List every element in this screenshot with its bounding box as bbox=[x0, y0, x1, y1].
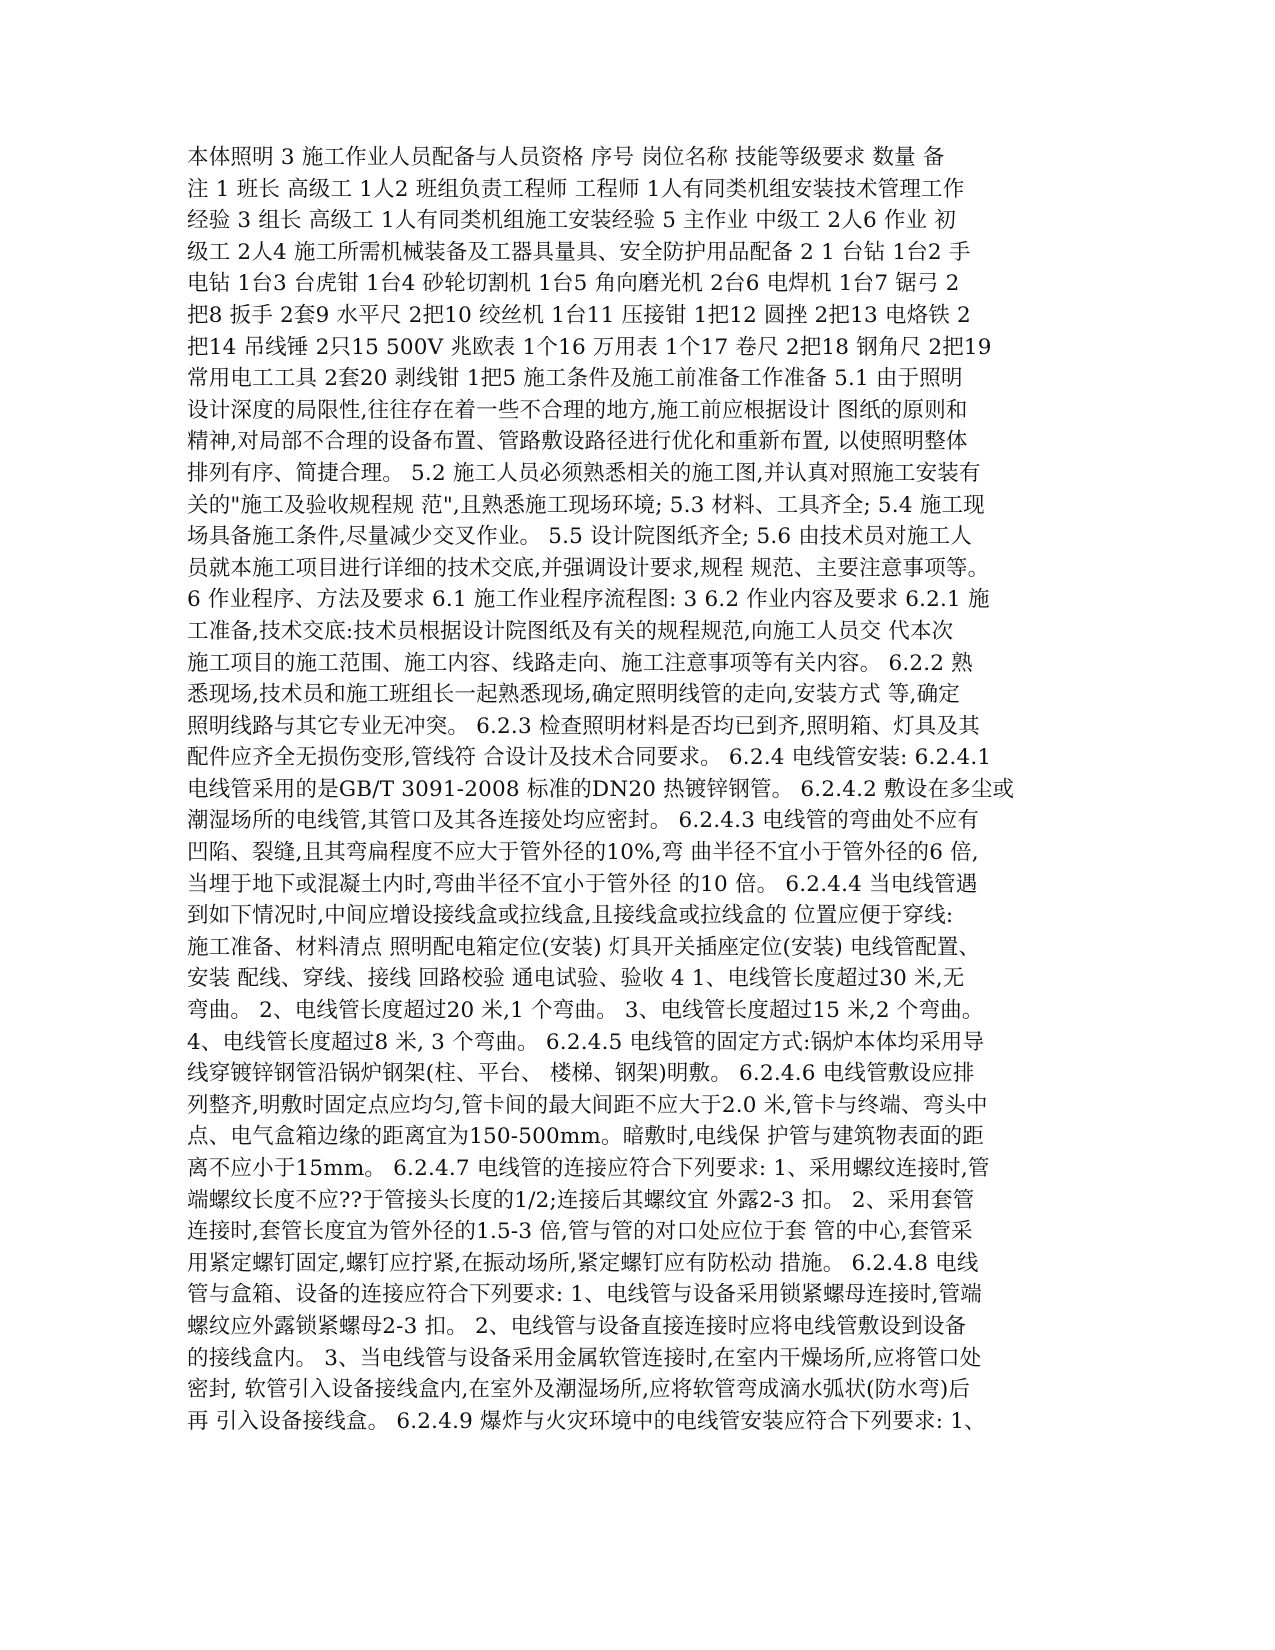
text-line: 到如下情况时,中间应增设接线盒或拉线盒,且接线盒或拉线盒的 位置应便于穿线: bbox=[187, 903, 954, 929]
text-line: 施工准备、材料清点 照明配电箱定位(安装) 灯具开关插座定位(安装) 电线管配置、 bbox=[187, 934, 981, 960]
text-line: 施工项目的施工范围、施工内容、线路走向、施工注意事项等有关内容。 6.2.2 熟 bbox=[187, 650, 973, 676]
text-line: 设计深度的局限性,往往存在着一些不合理的地方,施工前应根据设计 图纸的原则和 bbox=[187, 397, 968, 423]
text-line: 离不应小于15mm。 6.2.4.7 电线管的连接应符合下列要求: 1、采用螺纹连接时,管 bbox=[187, 1156, 990, 1181]
text-line: 本体照明 3 施工作业人员配备与人员资格 序号 岗位名称 技能等级要求 数量 备 bbox=[187, 145, 945, 170]
text-line: 配件应齐全无损伤变形,管线符 合设计及技术合同要求。 6.2.4 电线管安装: 6.2.4.1 bbox=[187, 745, 992, 771]
text-line: 潮湿场所的电线管,其管口及其各连接处均应密封。 6.2.4.3 电线管的弯曲处不应有 bbox=[187, 808, 980, 834]
text-line: 点、电气盒箱边缘的距离宜为150-500mm。暗敷时,电线保 护管与建筑物表面的距 bbox=[187, 1124, 984, 1150]
text-line: 员就本施工项目进行详细的技术交底,并强调设计要求,规程 规范、主要注意事项等。 bbox=[187, 555, 990, 581]
body-text bbox=[187, 142, 1087, 1437]
text-line: 线穿镀锌钢管沿锅炉钢架(柱、平台、 楼梯、钢架)明敷。 6.2.4.6 电线管敷设应排 bbox=[187, 1061, 975, 1087]
text-line: 注 1 班长 高级工 1人2 班组负责工程师 工程师 1人有同类机组安装技术管理工作 bbox=[187, 176, 965, 202]
text-line: 级工 2人4 施工所需机械装备及工器具量具、安全防护用品配备 2 1 台钻 1台2 手 bbox=[187, 239, 971, 265]
text-line: 电钻 1台3 台虎钳 1台4 砂轮切割机 1台5 角向磨光机 2台6 电焊机 1台7 锯弓 2 bbox=[187, 271, 960, 297]
text-line: 排列有序、简捷合理。 5.2 施工人员必须熟悉相关的施工图,并认真对照施工安装有 bbox=[187, 460, 981, 486]
text-line: 凹陷、裂缝,且其弯扁程度不应大于管外径的10%,弯 曲半径不宜小于管外径的6 倍, bbox=[187, 840, 979, 866]
text-line: 连接时,套管长度宜为管外径的1.5-3 倍,管与管的对口处应位于套 管的中心,套管采 bbox=[187, 1219, 973, 1245]
text-line: 的接线盒内。 3、当电线管与设备采用金属软管连接时,在室内干燥场所,应将管口处 bbox=[187, 1345, 982, 1371]
text-line: 用紧定螺钉固定,螺钉应拧紧,在振动场所,紧定螺钉应有防松动 措施。 6.2.4.8 电线 bbox=[187, 1250, 979, 1276]
text-line: 管与盒箱、设备的连接应符合下列要求: 1、电线管与设备采用锁紧螺母连接时,管端 bbox=[187, 1282, 982, 1308]
text-line: 4、电线管长度超过8 米, 3 个弯曲。 6.2.4.5 电线管的固定方式:锅炉本体均采用导 bbox=[187, 1029, 985, 1055]
text-line: 当埋于地下或混凝土内时,弯曲半径不宜小于管外径 的10 倍。 6.2.4.4 当电线管遇 bbox=[187, 871, 978, 897]
text-line: 端螺纹长度不应??于管接头长度的1/2;连接后其螺纹宜 外露2-3 扣。 2、采用套管 bbox=[187, 1187, 975, 1213]
text-line: 把14 吊线锤 2只15 500V 兆欧表 1个16 万用表 1个17 卷尺 2把18 钢角尺 2把19 bbox=[187, 334, 992, 360]
text-line: 把8 扳手 2套9 水平尺 2把10 绞丝机 1台11 压接钳 1把12 圆挫 2把13 电烙铁 2 bbox=[187, 302, 971, 328]
text-line: 安装 配线、穿线、接线 回路校验 通电试验、验收 4 1、电线管长度超过30 米,无 bbox=[187, 966, 965, 992]
text-line: 密封, 软管引入设备接线盒内,在室外及潮湿场所,应将软管弯成滴水弧状(防水弯)后 bbox=[187, 1377, 971, 1403]
text-line: 6 作业程序、方法及要求 6.1 施工作业程序流程图: 3 6.2 作业内容及要求 6.2.1 施 bbox=[187, 587, 990, 613]
text-line: 悉现场,技术员和施工班组长一起熟悉现场,确定照明线管的走向,安装方式 等,确定 bbox=[187, 682, 960, 708]
text-line: 照明线路与其它专业无冲突。 6.2.3 检查照明材料是否均已到齐,照明箱、灯具及其 bbox=[187, 713, 980, 739]
text-line: 工准备,技术交底:技术员根据设计院图纸及有关的规程规范,向施工人员交 代本次 bbox=[187, 618, 954, 644]
text-line: 弯曲。 2、电线管长度超过20 米,1 个弯曲。 3、电线管长度超过15 米,2 个弯曲。 bbox=[187, 998, 984, 1024]
text-line: 场具备施工条件,尽量减少交叉作业。 5.5 设计院图纸齐全; 5.6 由技术员对施工人 bbox=[187, 524, 972, 550]
text-line: 螺纹应外露锁紧螺母2-3 扣。 2、电线管与设备直接连接时应将电线管敷设到设备 bbox=[187, 1313, 967, 1339]
text-line: 再 引入设备接线盒。 6.2.4.9 爆炸与火灾环境中的电线管安装应符合下列要求: 1、 bbox=[187, 1408, 986, 1434]
text-line: 关的"施工及验收规程规 范",且熟悉施工现场环境; 5.3 材料、工具齐全; 5.4 施工现 bbox=[187, 492, 985, 518]
text-line: 常用电工工具 2套20 剥线钳 1把5 施工条件及施工前准备工作准备 5.1 由于照明 bbox=[187, 366, 963, 392]
text-line: 列整齐,明敷时固定点应均匀,管卡间的最大间距不应大于2.0 米,管卡与终端、弯头中 bbox=[187, 1092, 988, 1118]
text-line: 经验 3 组长 高级工 1人有同类机组施工安装经验 5 主作业 中级工 2人6 作业 初 bbox=[187, 208, 957, 234]
text-line: 精神,对局部不合理的设备布置、管路敷设路径进行优化和重新布置, 以使照明整体 bbox=[187, 429, 968, 455]
text-line: 电线管采用的是GB/T 3091-2008 标准的DN20 热镀锌钢管。 6.2.4.2 敷设在多尘或 bbox=[187, 776, 1015, 802]
